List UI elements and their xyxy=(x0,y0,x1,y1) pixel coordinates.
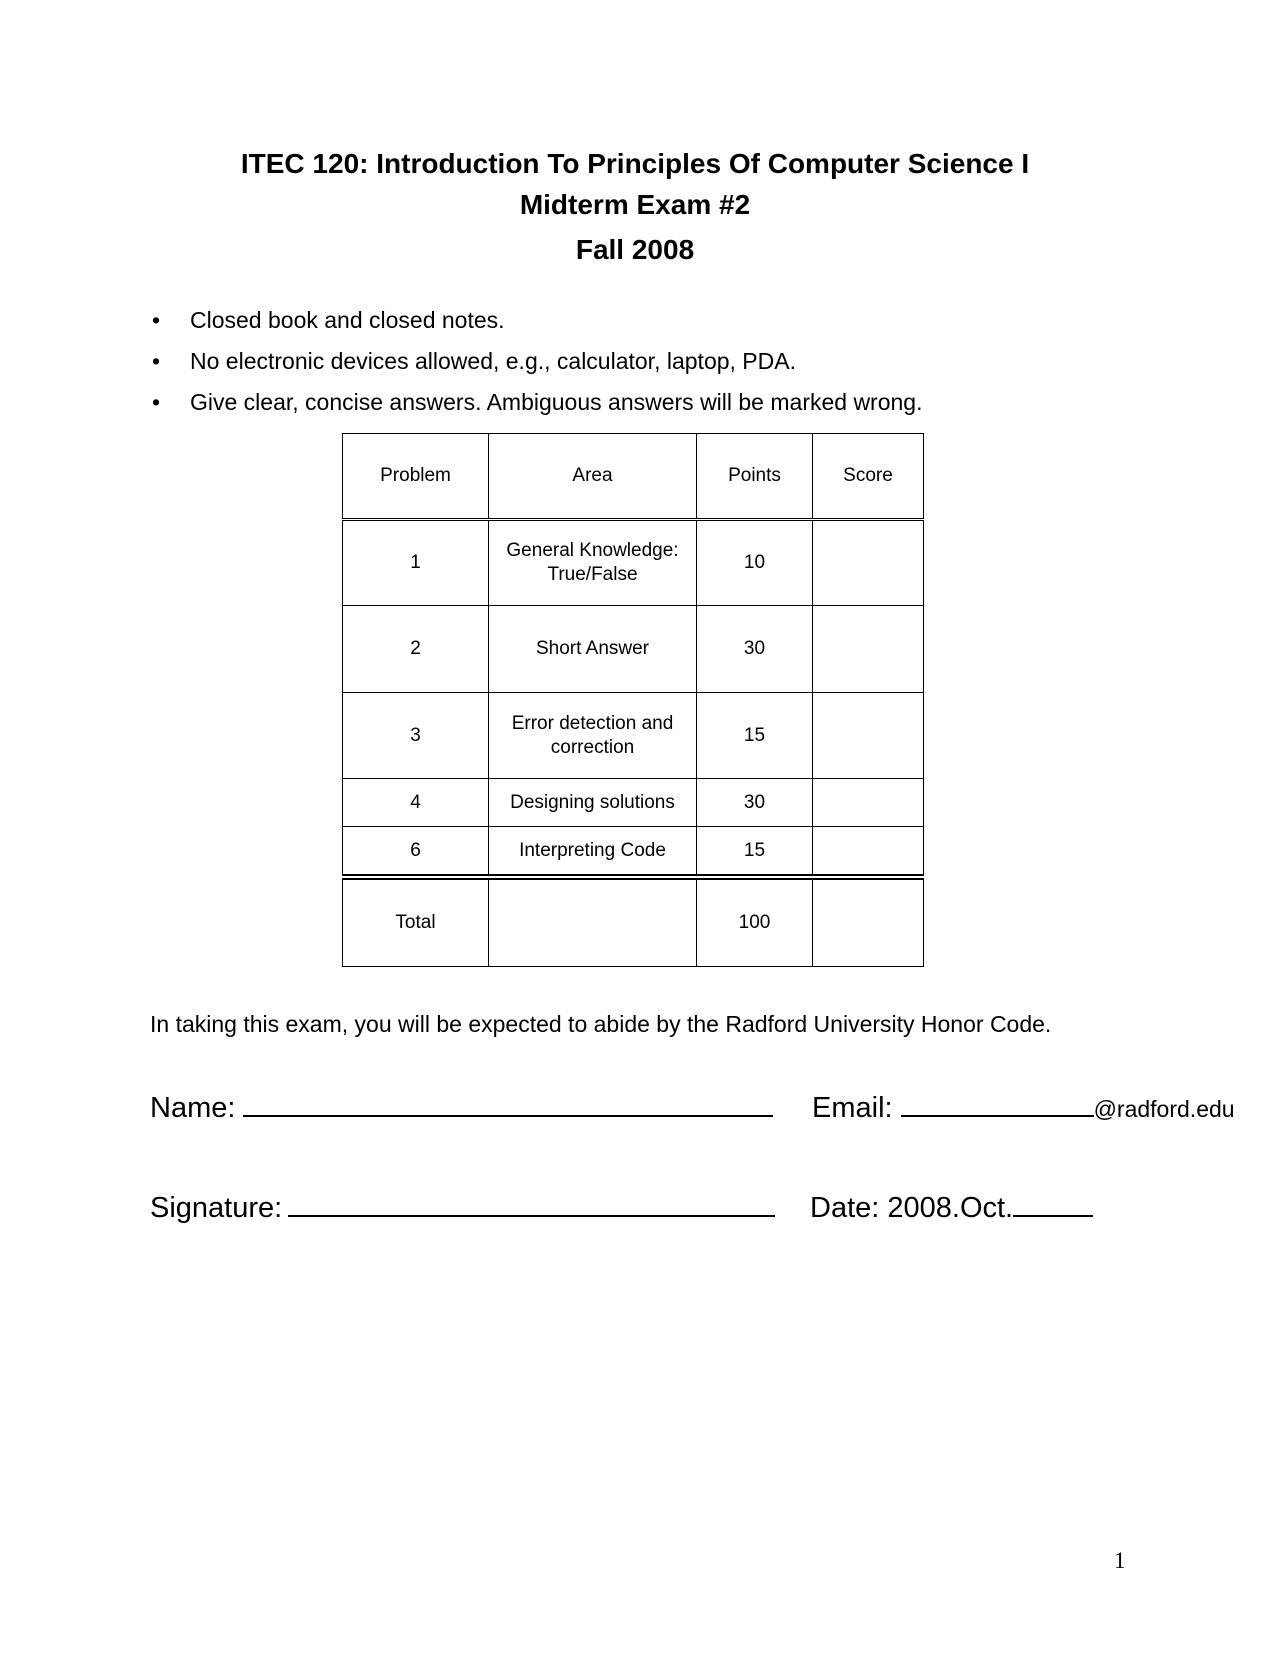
total-area-cell xyxy=(489,877,697,967)
area-cell: General Knowledge: True/False xyxy=(489,520,697,606)
points-cell: 30 xyxy=(697,606,813,693)
problem-cell: 6 xyxy=(343,827,489,878)
table-row xyxy=(343,827,924,878)
total-label: Total xyxy=(343,877,489,967)
total-points: 100 xyxy=(697,877,813,967)
exam-title: Midterm Exam #2 xyxy=(519,189,751,220)
area-cell: Error detection and correction xyxy=(489,693,697,779)
area-cell: Short Answer xyxy=(489,606,697,693)
score-cell[interactable] xyxy=(813,693,924,779)
table-row xyxy=(343,693,924,779)
problem-cell: 2 xyxy=(343,606,489,693)
table-row xyxy=(343,779,924,827)
column-header-area: Area xyxy=(489,434,697,520)
rule-item xyxy=(152,346,923,387)
bullet-icon: • xyxy=(152,307,161,333)
score-cell[interactable] xyxy=(813,520,924,606)
rule-item xyxy=(152,305,923,346)
exam-rules-list xyxy=(152,305,923,428)
points-cell: 15 xyxy=(697,693,813,779)
problem-cell: 3 xyxy=(343,693,489,779)
column-header-problem: Problem xyxy=(343,434,489,520)
honor-code-statement: In taking this exam, you will be expected to abide by the Radford University Honor Code. xyxy=(150,1011,1052,1037)
name-blank[interactable] xyxy=(243,1093,773,1117)
total-score-cell[interactable] xyxy=(813,877,924,967)
signature-field xyxy=(150,1192,775,1225)
email-blank[interactable] xyxy=(901,1093,1094,1117)
problem-cell: 1 xyxy=(343,520,489,606)
score-cell[interactable] xyxy=(813,827,924,878)
rule-text: Give clear, concise answers. Ambiguous answers will be marked wrong. xyxy=(190,389,923,415)
email-domain: @radford.edu xyxy=(1093,1096,1235,1122)
table-row xyxy=(343,520,924,606)
points-cell: 10 xyxy=(697,520,813,606)
score-table xyxy=(342,433,924,967)
score-cell[interactable] xyxy=(813,606,924,693)
rule-item xyxy=(152,387,923,428)
area-cell: Interpreting Code xyxy=(489,827,697,878)
exam-term: Fall 2008 xyxy=(575,234,695,265)
points-cell: 15 xyxy=(697,827,813,878)
email-field xyxy=(812,1092,1235,1125)
name-label: Name: xyxy=(150,1092,236,1124)
rule-text: Closed book and closed notes. xyxy=(190,307,505,333)
email-label: Email: xyxy=(812,1092,893,1124)
name-field xyxy=(150,1092,773,1125)
points-cell: 30 xyxy=(697,779,813,827)
table-row xyxy=(343,606,924,693)
bullet-icon: • xyxy=(152,389,161,415)
table-header-row xyxy=(343,434,924,520)
date-field xyxy=(810,1192,1093,1225)
column-header-points: Points xyxy=(697,434,813,520)
total-row xyxy=(343,877,924,967)
rule-text: No electronic devices allowed, e.g., calculator, laptop, PDA. xyxy=(190,348,796,374)
bullet-icon: • xyxy=(152,348,161,374)
area-cell: Designing solutions xyxy=(489,779,697,827)
column-header-score: Score xyxy=(813,434,924,520)
course-title: ITEC 120: Introduction To Principles Of Computer Science I xyxy=(240,148,1030,179)
signature-blank[interactable] xyxy=(288,1193,775,1217)
score-cell[interactable] xyxy=(813,779,924,827)
date-blank[interactable] xyxy=(1013,1193,1093,1217)
problem-cell: 4 xyxy=(343,779,489,827)
page-number: 1 xyxy=(1114,1548,1126,1573)
signature-label: Signature: xyxy=(150,1192,283,1224)
date-label: Date: 2008.Oct. xyxy=(810,1192,1014,1224)
